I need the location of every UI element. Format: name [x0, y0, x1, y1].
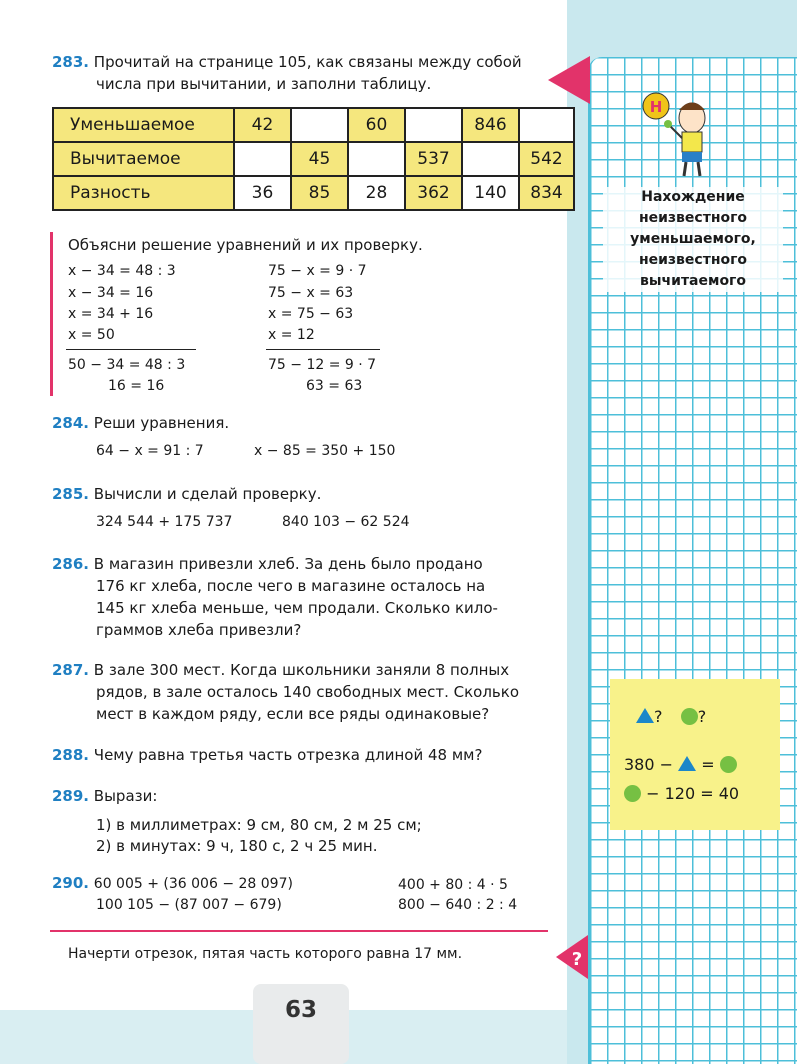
equation-line: 75 − x = 63 — [268, 285, 354, 301]
task-287-line1 — [52, 660, 509, 681]
task-288 — [52, 745, 482, 766]
explain-marker-bar — [50, 232, 53, 396]
task-text: Вырази: — [93, 787, 158, 805]
title-line: Нахождение — [641, 189, 745, 205]
puzzle-equation-1 — [624, 755, 737, 774]
puzzle-question-row — [636, 707, 706, 726]
task-287-line3: мест в каждом ряду, если все ряды одинаковые? — [96, 705, 490, 723]
task-285 — [52, 484, 321, 505]
equation-line: 60 005 + (36 006 − 28 097) — [93, 876, 293, 892]
circle-icon — [720, 756, 737, 773]
question-mark-icon: ? — [571, 949, 583, 970]
task-289-item2: 2) в минутах: 9 ч, 180 с, 2 ч 25 мин. — [96, 837, 378, 855]
task-number: 288. — [52, 746, 90, 764]
table-cell: 36 — [234, 176, 291, 210]
equation-line: 400 + 80 : 4 · 5 — [398, 877, 508, 893]
task-number: 289. — [52, 787, 90, 805]
equation-line: x − 34 = 16 — [68, 285, 154, 301]
row-label: Разность — [53, 176, 234, 210]
task-text: Прочитай на странице 105, как связаны между собой — [93, 53, 522, 71]
title-line: неизвестного — [638, 210, 748, 226]
task-number: 287. — [52, 661, 90, 679]
table-cell: 85 — [291, 176, 348, 210]
title-line: вычитаемого — [640, 273, 746, 289]
task-284 — [52, 413, 229, 434]
task-290-row1 — [52, 873, 293, 895]
task-286-line3: 145 кг хлеба меньше, чем продали. Сколько кило- — [96, 599, 498, 617]
task-text: Вычисли и сделай проверку. — [93, 485, 322, 503]
equation-line: 800 − 640 : 2 : 4 — [398, 897, 518, 913]
question-badge — [556, 935, 588, 979]
equation-line: 16 = 16 — [108, 378, 165, 394]
equation-text: = — [701, 755, 715, 774]
equation-line: 324 544 + 175 737 — [96, 514, 233, 530]
table-cell: 42 — [234, 108, 291, 142]
equation-line: 75 − x = 9 · 7 — [268, 263, 367, 279]
check-divider — [266, 349, 380, 350]
shape-puzzle-box — [610, 679, 780, 830]
table-cell: 140 — [462, 176, 519, 210]
title-line: неизвестного — [638, 252, 748, 268]
task-number: 286. — [52, 555, 90, 573]
task-287-line2: рядов, в зале осталось 140 свободных мест. Сколько — [96, 683, 520, 701]
table-cell — [405, 108, 462, 142]
task-286-line4: граммов хлеба привезли? — [96, 621, 302, 639]
table-cell — [348, 142, 405, 176]
table-cell — [291, 108, 348, 142]
table-cell: 834 — [519, 176, 574, 210]
table-cell: 60 — [348, 108, 405, 142]
circle-icon — [681, 708, 698, 725]
badge-letter: Н — [649, 98, 663, 116]
title-line: уменьшаемого, — [630, 231, 756, 247]
table-row — [53, 142, 574, 176]
task-number: 283. — [52, 53, 90, 71]
task-289-item1: 1) в миллиметрах: 9 см, 80 см, 2 м 25 см; — [96, 816, 422, 834]
row-label: Вычитаемое — [53, 142, 234, 176]
question-text: ? — [697, 707, 707, 726]
task-289 — [52, 786, 157, 807]
triangle-icon — [678, 756, 696, 771]
table-cell — [462, 142, 519, 176]
table-cell — [519, 108, 574, 142]
equation-text: − 120 = 40 — [646, 784, 740, 803]
task-number: 284. — [52, 414, 90, 432]
task-number: 290. — [52, 874, 90, 892]
task-text: Чему равна третья часть отрезка длиной 48 мм? — [93, 746, 483, 764]
table-cell: 28 — [348, 176, 405, 210]
task-286-line2: 176 кг хлеба, после чего в магазине осталось на — [96, 577, 486, 595]
task-text: В зале 300 мест. Когда школьники заняли 8 полных — [93, 661, 510, 679]
equation-line: 50 − 34 = 48 : 3 — [68, 357, 186, 373]
task-number: 285. — [52, 485, 90, 503]
row-label: Уменьшаемое — [53, 108, 234, 142]
equation-line: x = 34 + 16 — [68, 306, 154, 322]
task-283-line1 — [52, 52, 522, 73]
table-cell: 45 — [291, 142, 348, 176]
table-cell: 846 — [462, 108, 519, 142]
table-cell — [234, 142, 291, 176]
equation-line: 100 105 − (87 007 − 679) — [96, 897, 282, 913]
question-text: ? — [654, 707, 663, 726]
equation-line: x = 50 — [68, 327, 115, 343]
task-text: В магазин привезли хлеб. За день было продано — [93, 555, 483, 573]
task-text: Реши уравнения. — [93, 414, 230, 432]
equation-line: x − 34 = 48 : 3 — [68, 263, 176, 279]
check-divider — [66, 349, 196, 350]
equation-text: 380 − — [624, 755, 674, 774]
equation-line: 840 103 − 62 524 — [282, 514, 410, 530]
mascot-illustration — [634, 90, 714, 180]
bonus-task: Начерти отрезок, пятая часть которого равна 17 мм. — [68, 946, 463, 962]
equation-line: 75 − 12 = 9 · 7 — [268, 357, 377, 373]
table-cell: 542 — [519, 142, 574, 176]
equation-line: 63 = 63 — [306, 378, 363, 394]
table-row — [53, 108, 574, 142]
task-283-line2: числа при вычитании, и заполни таблицу. — [96, 75, 432, 93]
pink-pointer-top — [548, 56, 590, 104]
page-number: 63 — [253, 984, 349, 1064]
task-286-line1 — [52, 554, 483, 575]
equation-line: x − 85 = 350 + 150 — [254, 443, 396, 459]
triangle-icon — [636, 708, 654, 723]
circle-icon — [624, 785, 641, 802]
table-cell: 362 — [405, 176, 462, 210]
equation-line: 64 − x = 91 : 7 — [96, 443, 204, 459]
equation-line: x = 12 — [268, 327, 315, 343]
subtraction-table — [52, 107, 575, 211]
equation-line: x = 75 − 63 — [268, 306, 354, 322]
table-row — [53, 176, 574, 210]
table-cell: 537 — [405, 142, 462, 176]
puzzle-equation-2 — [624, 784, 739, 803]
explain-title: Объясни решение уравнений и их проверку. — [68, 236, 423, 254]
bonus-divider — [50, 930, 548, 932]
sidebar-topic-title — [603, 187, 783, 292]
